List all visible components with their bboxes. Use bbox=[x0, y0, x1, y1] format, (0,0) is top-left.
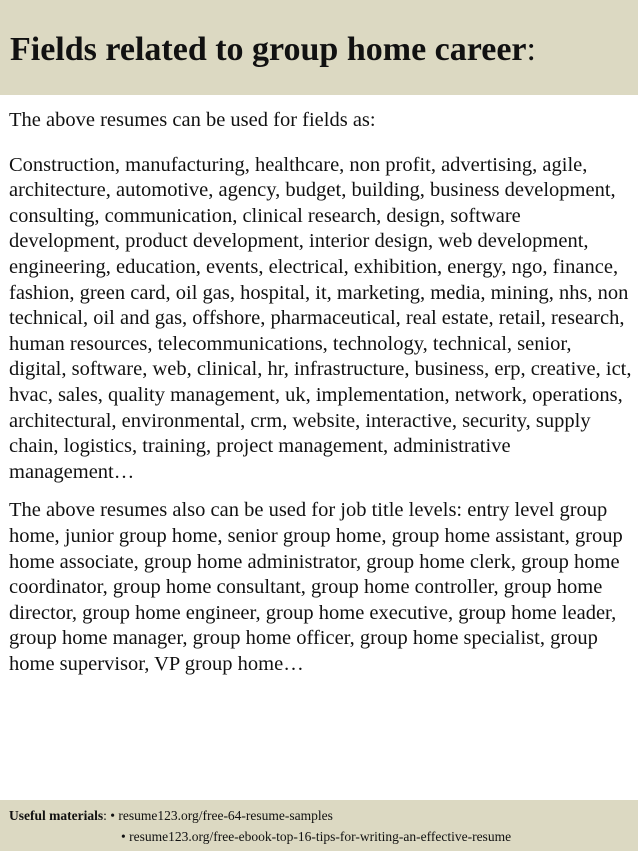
page-title-colon: : bbox=[526, 31, 536, 68]
footer-row-2 bbox=[121, 828, 511, 846]
page-title bbox=[10, 30, 536, 70]
useful-materials-label: Useful materials bbox=[9, 808, 104, 823]
footer-link-resume-samples[interactable]: • resume123.org/free-64-resume-samples bbox=[110, 808, 333, 823]
header-banner bbox=[0, 0, 638, 95]
page-title-text: Fields related to group home career bbox=[10, 31, 527, 68]
job-levels-paragraph: The above resumes also can be used for job title levels: entry level group home, junior group home, senior group home, group home assistant, group home associate, group home administrator, group home clerk, group home coordinator, group home consultant, group home controller, group home director, group home engineer, group home executive, group home leader, group home manager, group home officer, group home specialist, group home supervisor, VP group home… bbox=[9, 499, 623, 675]
footer-banner bbox=[0, 800, 638, 851]
useful-materials-separator: : bbox=[103, 808, 111, 823]
footer-link-ebook[interactable]: • resume123.org/free-ebook-top-16-tips-for-writing-an-effective-resume bbox=[121, 829, 512, 844]
footer-row-1 bbox=[9, 807, 333, 825]
main-content bbox=[9, 108, 633, 677]
fields-list-paragraph: Construction, manufacturing, healthcare, non profit, advertising, agile, architecture, automotive, agency, budget, building, business development, consulting, communication, clinical research, design, software development, product development, interior design, web development, engineering, education, events, electrical, exhibition, energy, ngo, finance, fashion, green card, oil gas, hospital, it, marketing, media, mining, nhs, non technical, oil and gas, offshore, pharmaceutical, real estate, retail, research, human resources, telecommunications, technology, technical, senior, digital, software, web, clinical, hr, infrastructure, business, erp, creative, ict, hvac, sales, quality management, uk, implementation, network, operations, architectural, environmental, crm, website, interactive, security, supply chain, logistics, training, project management, administrative management… bbox=[9, 153, 632, 483]
intro-text: The above resumes can be used for fields as: bbox=[9, 109, 376, 131]
